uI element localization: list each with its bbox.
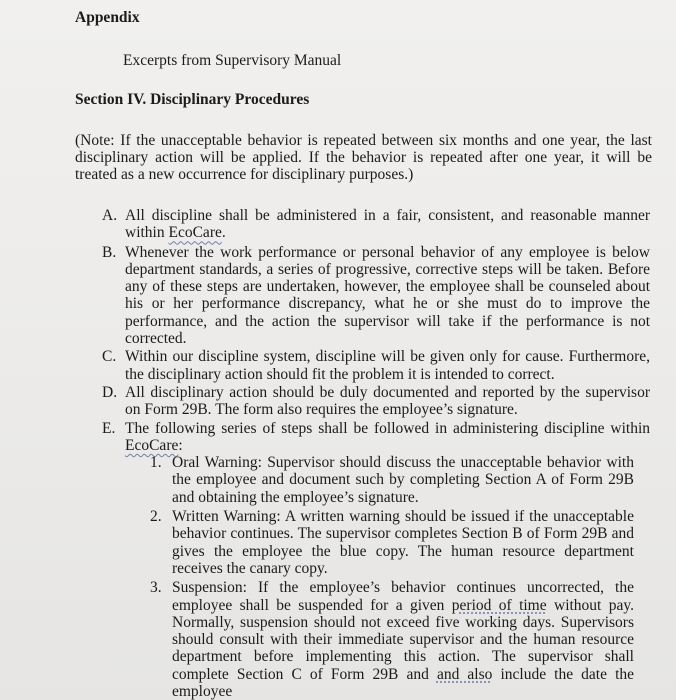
step-item-2	[150, 508, 634, 577]
step-number: 2.	[150, 508, 162, 526]
list-text: All discipline shall be administered in a fair, consistent, and reasonable manner within EcoCare.	[125, 207, 650, 242]
discipline-list	[102, 207, 650, 700]
list-text: The following series of steps shall be followed in administering discipline within EcoCare:	[125, 419, 650, 454]
step-item-1	[150, 454, 634, 506]
subtitle: Excerpts from Supervisory Manual	[123, 52, 342, 69]
marked-phrase: and also	[436, 665, 493, 683]
list-label: E.	[102, 419, 116, 437]
marked-phrase: period of time	[451, 596, 547, 614]
steps-list	[150, 454, 634, 700]
list-text: Within our discipline system, discipline will be given only for cause. Furthermore, the disciplinary action should fit the problem it is intended to correct.	[125, 348, 650, 383]
list-label: C.	[102, 348, 117, 366]
list-item-c	[102, 348, 650, 383]
list-label: D.	[102, 383, 118, 401]
step-text: Oral Warning: Supervisor should discuss the unacceptable behavior with the employee and document such by completing Section A of Form 29B and obtaining the employee’s signature.	[172, 454, 634, 506]
list-text: All disciplinary action should be duly documented and reported by the supervisor on Form 29B. The form also requires the employee’s signature.	[125, 383, 650, 419]
company-name: EcoCare	[168, 224, 222, 242]
list-label: A.	[102, 207, 118, 224]
list-text: Whenever the work performance or personal behavior of any employee is below department standards, a series of progressive, corrective steps will be taken. Before any of these steps are undertaken, however, the employee shall be counseled about his or her performance discrepancy, what he or she must do to improve the performance, and the action the supervisor will take if the performance is not corrected.	[125, 243, 650, 348]
list-item-b	[102, 244, 650, 348]
list-item-d	[102, 384, 650, 419]
company-name: EcoCare	[125, 436, 179, 454]
step-text: Written Warning: A written warning should be issued if the unacceptable behavior continues. The supervisor completes Section B of Form 29B and gives the employee the blue copy. The human resource department receives the canary copy.	[172, 508, 634, 577]
note-paragraph: (Note: If the unacceptable behavior is repeated between six months and one year, the last disciplinary action will be applied. If the behavior is repeated after one year, it will be treated as a new occurrence for disciplinary purposes.)	[75, 132, 652, 183]
appendix-title: Appendix	[75, 9, 140, 26]
step-text: Suspension: If the employee’s behavior continues uncorrected, the employee shall be suspended for a given period of time without pay. Normally, suspension should not exceed five working days. Supervisors should consult with their immediate supervisor and the human resource department before implementing this action. The supervisor shall complete Section C of Form 29B and and also include the date the employee	[172, 579, 635, 700]
step-number: 1.	[150, 454, 162, 472]
list-item-a	[102, 207, 650, 242]
list-label: B.	[102, 243, 117, 261]
section-title: Section IV. Disciplinary Procedures	[75, 91, 310, 108]
step-item-3	[150, 579, 634, 700]
list-item-e	[102, 420, 650, 455]
step-number: 3.	[150, 579, 162, 597]
